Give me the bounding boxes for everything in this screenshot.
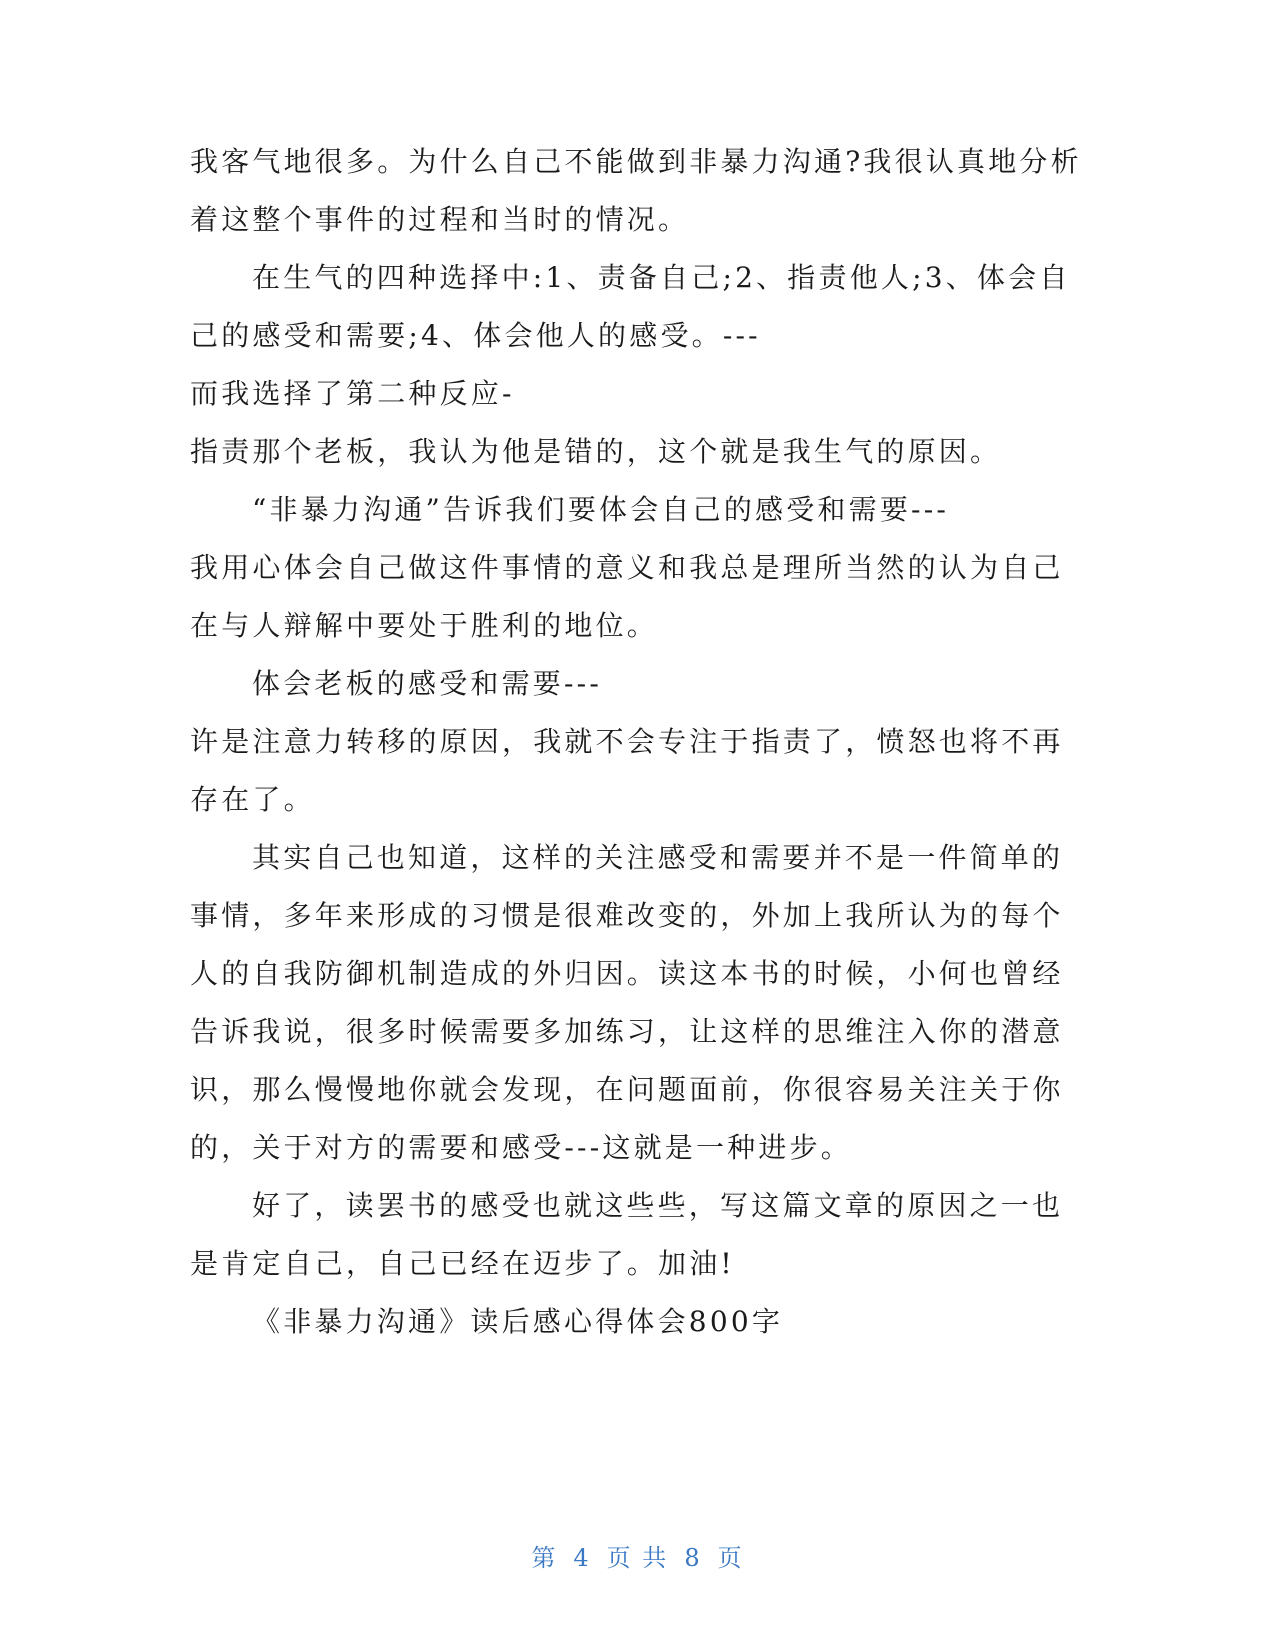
current-page-number: 4 xyxy=(573,1544,591,1572)
text-line: 指责那个老板，我认为他是错的，这个就是我生气的原因。 xyxy=(190,435,1002,468)
text-line: 好了，读罢书的感受也就这些些，写这篇文章的原因之一也 xyxy=(252,1189,1064,1222)
text-line: 是肯定自己，自己已经在迈步了。加油! xyxy=(190,1247,735,1280)
text-line: 己的感受和需要;4、体会他人的感受。--- xyxy=(190,319,761,352)
text-line: 许是注意力转移的原因，我就不会专注于指责了，愤怒也将不再 xyxy=(190,725,1064,758)
text-line: 识，那么慢慢地你就会发现，在问题面前，你很容易关注关于你 xyxy=(190,1073,1064,1106)
footer-prefix: 第 xyxy=(531,1544,558,1572)
text-line: 我客气地很多。为什么自己不能做到非暴力沟通?我很认真地分析 xyxy=(190,145,1082,178)
text-line: 告诉我说，很多时候需要多加练习，让这样的思维注入你的潜意 xyxy=(190,1015,1064,1048)
text-line: “非暴力沟通”告诉我们要体会自己的感受和需要--- xyxy=(252,493,950,526)
text-line: 着这整个事件的过程和当时的情况。 xyxy=(190,203,690,236)
text-line: 体会老板的感受和需要--- xyxy=(252,667,602,700)
text-line: 其实自己也知道，这样的关注感受和需要并不是一件简单的 xyxy=(252,841,1064,874)
text-line: 我用心体会自己做这件事情的意义和我总是理所当然的认为自己 xyxy=(190,551,1064,584)
text-line: 的，关于对方的需要和感受---这就是一种进步。 xyxy=(190,1131,852,1164)
text-line: 在生气的四种选择中:1、责备自己;2、指责他人;3、体会自 xyxy=(252,261,1071,294)
article-title-line: 《非暴力沟通》读后感心得体会800字 xyxy=(252,1305,784,1338)
page-number-footer xyxy=(0,1542,1275,1574)
footer-suffix: 页 xyxy=(717,1544,744,1572)
text-line: 存在了。 xyxy=(190,783,315,816)
text-line: 在与人辩解中要处于胜利的地位。 xyxy=(190,609,659,642)
text-line: 事情，多年来形成的习惯是很难改变的，外加上我所认为的每个 xyxy=(190,899,1064,932)
total-page-count: 8 xyxy=(684,1544,702,1572)
text-line: 而我选择了第二种反应- xyxy=(190,377,515,410)
text-line: 人的自我防御机制造成的外归因。读这本书的时候，小何也曾经 xyxy=(190,957,1064,990)
footer-middle: 页 共 xyxy=(606,1544,669,1572)
